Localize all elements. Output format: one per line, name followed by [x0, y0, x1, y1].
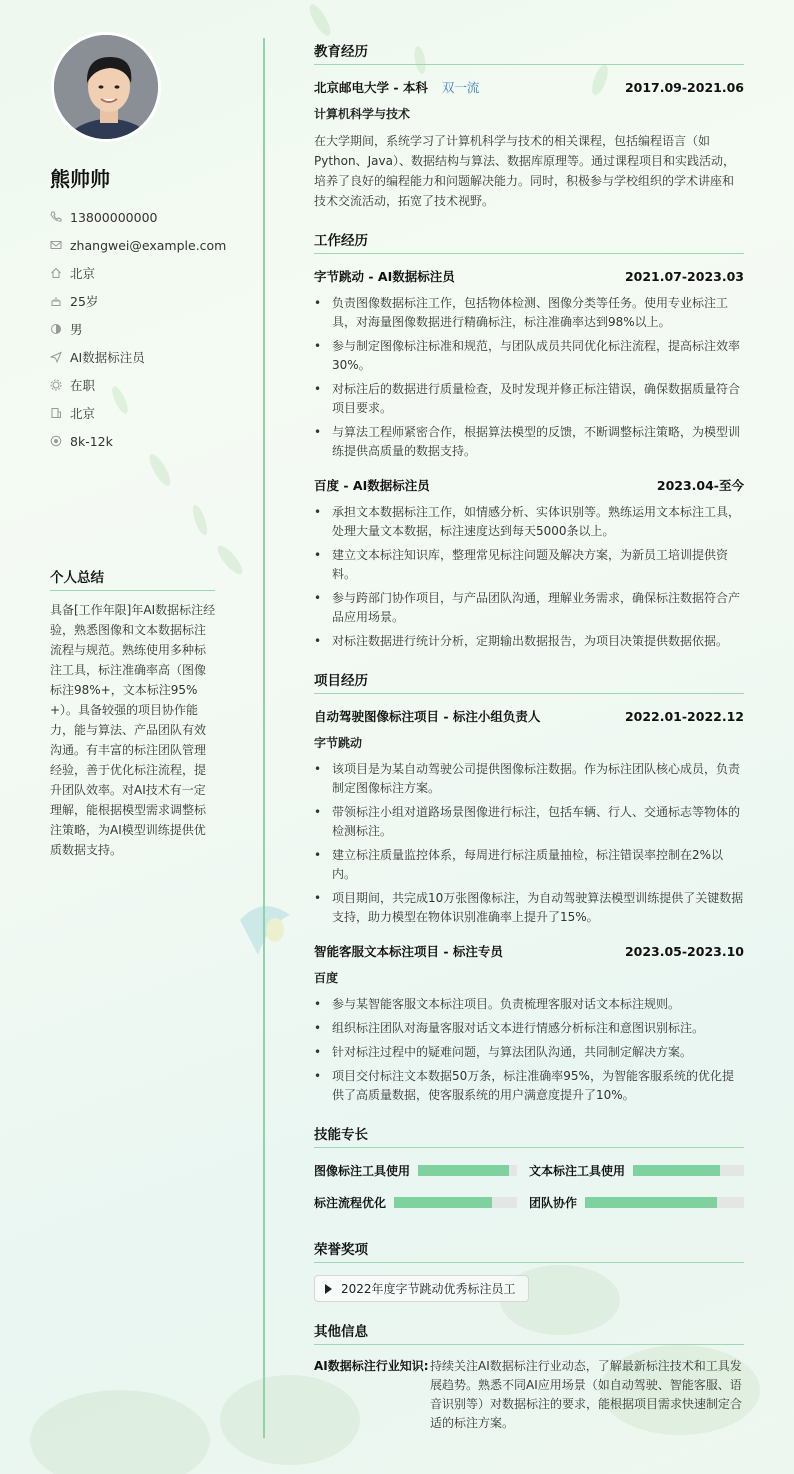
other-section: [314, 1320, 744, 1433]
skill-bar: [585, 1197, 744, 1208]
info-status: [50, 371, 250, 399]
salary-icon: [50, 435, 62, 447]
work-item: [314, 266, 744, 461]
education-date: 2017.09-2021.06: [624, 79, 744, 95]
education-title: 教育经历: [314, 40, 744, 65]
main-content: [314, 40, 744, 1447]
education-school-group: [314, 78, 479, 96]
skill-name: 文本标注工具使用: [529, 1163, 626, 1178]
education-head: [314, 77, 744, 97]
skill-bar: [633, 1165, 744, 1176]
work-item-head: [314, 475, 744, 495]
info-salary-text: 8k-12k: [70, 433, 113, 449]
info-email: [50, 231, 250, 259]
list-item: • 参与跨部门协作项目，与产品团队沟通，理解业务需求，确保标注数据符合产品应用场景。: [314, 589, 744, 627]
list-item: • 负责图像数据标注工作，包括物体检测、图像分类等任务。使用专业标注工具，对海量图像数据进行精确标注，标注准确率达到98%以上。: [314, 294, 744, 332]
list-item: • 带领标注小组对道路场景图像进行标注，包括车辆、行人、交通标志等物体的检测标注。: [314, 803, 744, 841]
list-item: • 建立标注质量监控体系，每周进行标注质量抽检，标注错误率控制在2%以内。: [314, 846, 744, 884]
list-item: • 组织标注团队对海量客服对话文本进行情感分析标注和意图识别标注。: [314, 1019, 744, 1038]
award-item[interactable]: [314, 1275, 529, 1302]
education-school: 北京邮电大学 - 本科: [314, 80, 428, 95]
education-section: [314, 40, 744, 211]
work-item-head: [314, 266, 744, 286]
gender-icon: [50, 323, 62, 335]
awards-title: 荣誉奖项: [314, 1238, 744, 1263]
project-item-title: 智能客服文本标注项目 - 标注专员: [314, 944, 503, 959]
info-home-text: 北京: [70, 266, 96, 281]
list-item: • 参与某智能客服文本标注项目。负责梳理客服对话文本标注规则。: [314, 995, 744, 1014]
skill-bar: [418, 1165, 517, 1176]
work-item-bullets: [314, 503, 744, 651]
list-item: • 参与制定图像标注标准和规范，与团队成员共同优化标注流程，提高标注效率30%。: [314, 337, 744, 375]
work-item-title: 字节跳动 - AI数据标注员: [314, 269, 455, 284]
list-item: • 对标注后的数据进行质量检查，及时发现并修正标注错误，确保数据质量符合项目要求。: [314, 380, 744, 418]
skill-name: 团队协作: [529, 1195, 578, 1210]
skill-item: [529, 1160, 744, 1180]
info-age-text: 25岁: [70, 294, 99, 309]
skill-item: [314, 1160, 529, 1180]
column-divider: [263, 38, 265, 1438]
project-item-bullets: [314, 760, 744, 927]
skill-name: 标注流程优化: [314, 1195, 387, 1210]
list-item: • 与算法工程师紧密合作，根据算法模型的反馈，不断调整标注策略，为模型训练提供高质量的数据支持。: [314, 423, 744, 461]
project-item-head: [314, 941, 744, 961]
info-position: [50, 343, 250, 371]
skill-item: [314, 1192, 529, 1212]
skills-title: 技能专长: [314, 1123, 744, 1148]
info-city-text: 北京: [70, 406, 96, 421]
left-sidebar: [0, 0, 264, 1474]
projects-title: 项目经历: [314, 669, 744, 694]
info-gender: [50, 315, 250, 343]
list-item: • 针对标注过程中的疑难问题，与算法团队沟通，共同制定解决方案。: [314, 1043, 744, 1062]
cake-icon: [50, 295, 62, 307]
skill-bar-fill: [394, 1197, 492, 1208]
work-item-date: 2021.07-2023.03: [624, 268, 744, 284]
list-item: • 承担文本数据标注工作，如情感分析、实体识别等。熟练运用文本标注工具，处理大量文本数据，标注速度达到每天5000条以上。: [314, 503, 744, 541]
work-item-title: 百度 - AI数据标注员: [314, 478, 430, 493]
skill-item: [529, 1192, 744, 1212]
building-icon: [50, 407, 62, 419]
education-desc: 在大学期间，系统学习了计算机科学与技术的相关课程，包括编程语言（如Python、Java）、数据结构与算法、数据库原理等。通过课程项目和实践活动，培养了良好的编程能力和问题解决能力。同时，积极参与学校组织的学术讲座和技术交流活动，拓宽了技术视野。: [314, 134, 735, 208]
project-item-head: [314, 706, 744, 726]
other-title: 其他信息: [314, 1320, 744, 1345]
work-item-bullets: [314, 294, 744, 461]
work-section: [314, 229, 744, 651]
project-item-date: 2023.05-2023.10: [624, 943, 744, 959]
status-icon: [50, 379, 62, 391]
info-salary: [50, 427, 250, 455]
home-icon: [50, 267, 62, 279]
projects-section: [314, 669, 744, 1105]
project-item-bullets: [314, 995, 744, 1105]
skills-grid: [314, 1160, 744, 1224]
info-phone: [50, 203, 250, 231]
skill-bar-fill: [585, 1197, 717, 1208]
skill-bar-fill: [633, 1165, 720, 1176]
other-value: 持续关注AI数据标注行业动态，了解最新标注技术和工具发展趋势。熟悉不同AI应用场景（如自动驾驶、智能客服、语音识别等）对数据标注的要求，能根据项目需求快速制定合适的标注方案。: [430, 1359, 743, 1430]
project-item: [314, 706, 744, 927]
project-item-title: 自动驾驶图像标注项目 - 标注小组负责人: [314, 709, 541, 724]
project-item-company: 百度: [314, 971, 339, 985]
list-item: • 对标注数据进行统计分析，定期输出数据报告，为项目决策提供数据依据。: [314, 632, 744, 651]
info-gender-text: 男: [70, 322, 83, 337]
list-item: • 项目交付标注文本数据50万条，标注准确率95%，为智能客服系统的优化提供了高质量数据，使客服系统的用户满意度提升了10%。: [314, 1067, 744, 1105]
education-tag: 双一流: [441, 80, 480, 95]
project-item-date: 2022.01-2022.12: [624, 708, 744, 724]
project-item: [314, 941, 744, 1105]
contact-info-list: [50, 203, 250, 455]
send-icon: [50, 351, 62, 363]
work-item-date: 2023.04-至今: [656, 478, 744, 493]
list-item: • 项目期间，共完成10万张图像标注，为自动驾驶算法模型训练提供了关键数据支持，助力模型在物体识别准确率上提升了15%。: [314, 889, 744, 927]
info-position-text: AI数据标注员: [70, 350, 145, 365]
summary-text: 具备[工作年限]年AI数据标注经验，熟悉图像和文本数据标注流程与规范。熟练使用多种标注工具，标注准确率高（图像标注98%+，文本标注95%+）。具备较强的项目协作能力，能与算法、产品团队有效沟通。有丰富的标注团队管理经验，善于优化标注流程，提升团队效率。对AI技术有一定理解，能根据模型需求调整标注策略，为AI模型训练提供优质数据支持。: [50, 603, 216, 857]
candidate-name: 熊帅帅: [50, 167, 110, 191]
list-item: • 该项目是为某自动驾驶公司提供图像标注数据。作为标注团队核心成员，负责制定图像标注方案。: [314, 760, 744, 798]
award-text: 2022年度字节跳动优秀标注员工: [341, 1282, 516, 1296]
work-item: [314, 475, 744, 651]
info-age: [50, 287, 250, 315]
info-status-text: 在职: [70, 378, 96, 393]
other-key: AI数据标注行业知识:: [314, 1359, 429, 1373]
skill-bar-fill: [418, 1165, 509, 1176]
play-icon: [325, 1284, 332, 1294]
skills-section: [314, 1123, 744, 1224]
work-title: 工作经历: [314, 229, 744, 254]
project-item-company: 字节跳动: [314, 736, 363, 750]
other-row: [314, 1357, 744, 1433]
list-item: • 建立文本标注知识库，整理常见标注问题及解决方案，为新员工培训提供资料。: [314, 546, 744, 584]
info-email-text: zhangwei@example.com: [70, 237, 227, 253]
phone-icon: [50, 211, 62, 223]
skill-name: 图像标注工具使用: [314, 1163, 411, 1178]
summary-title: 个人总结: [50, 566, 215, 591]
info-city: [50, 399, 250, 427]
awards-section: [314, 1238, 744, 1302]
skill-bar: [394, 1197, 517, 1208]
info-phone-text: 13800000000: [70, 209, 158, 225]
avatar: [51, 32, 161, 142]
education-major: 计算机科学与技术: [314, 107, 411, 121]
mail-icon: [50, 239, 62, 251]
info-home: [50, 259, 250, 287]
